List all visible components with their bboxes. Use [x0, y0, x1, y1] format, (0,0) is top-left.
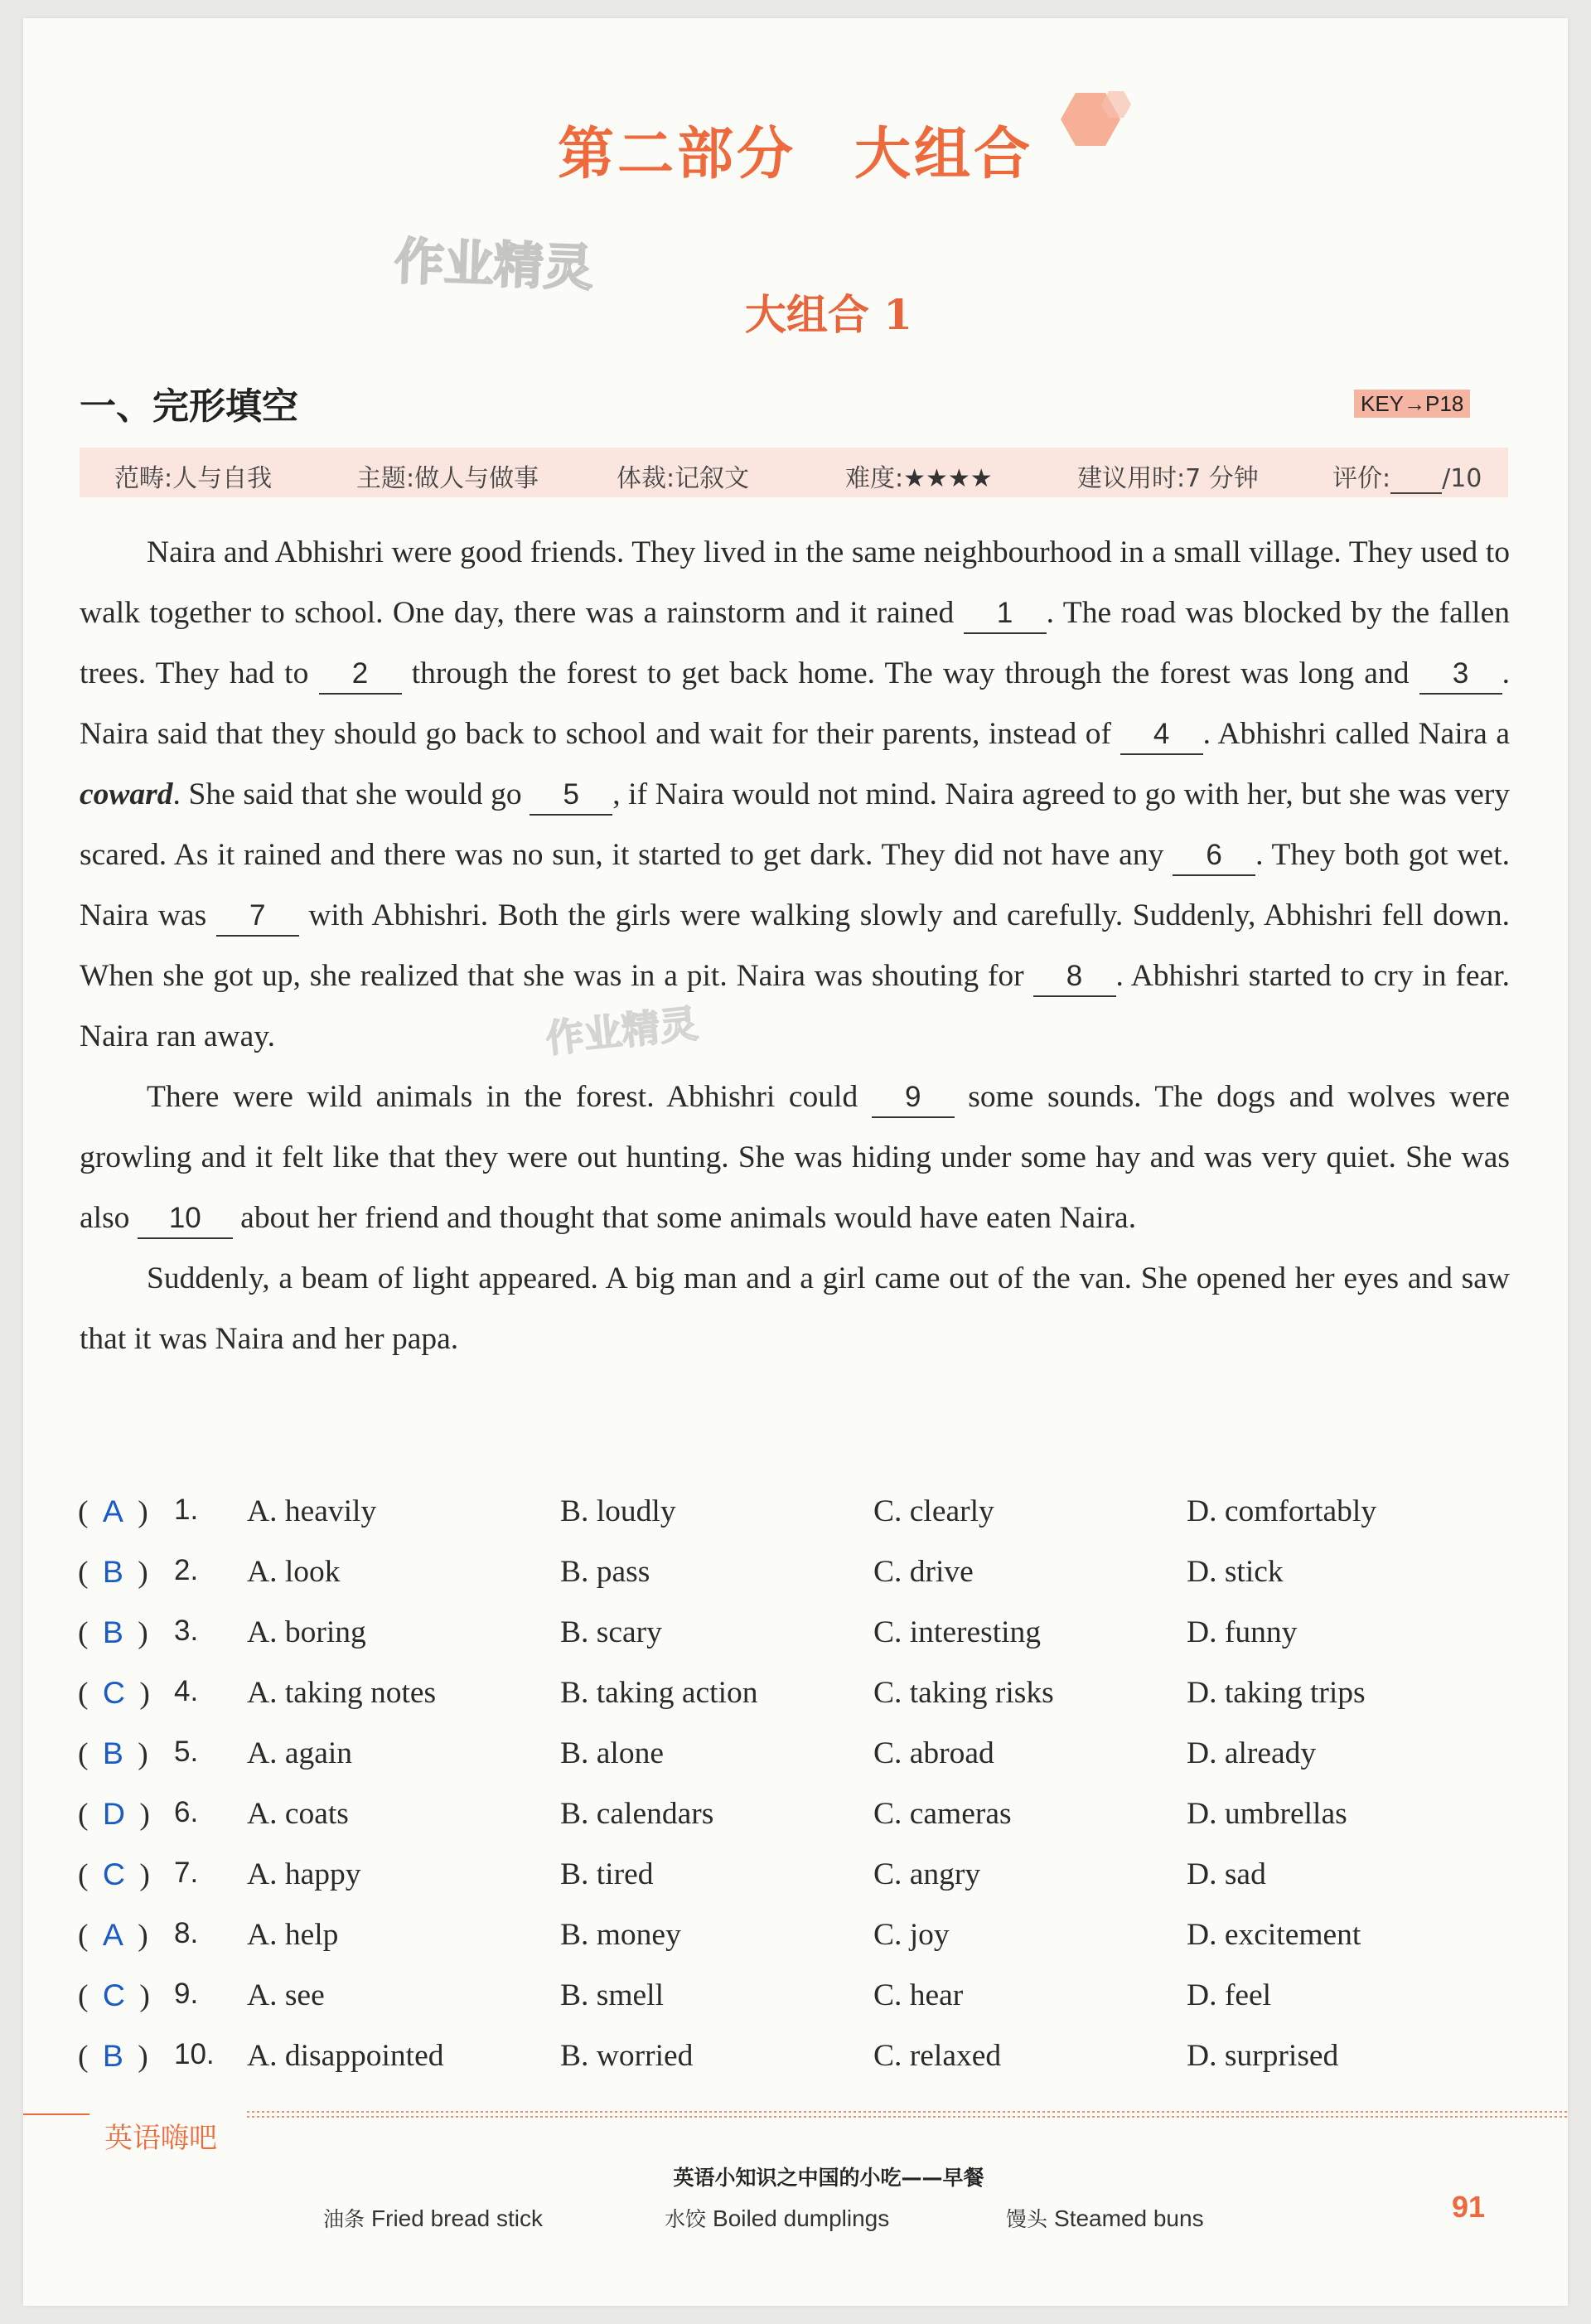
- option-c[interactable]: C. angry: [873, 1857, 981, 1891]
- option-b[interactable]: B. loudly: [560, 1494, 676, 1528]
- question-row: [78, 1971, 1520, 2031]
- info-theme: 主题:做人与做事: [356, 464, 539, 493]
- option-b[interactable]: B. taking action: [560, 1676, 758, 1710]
- food-item: [1006, 2203, 1204, 2233]
- option-c[interactable]: C. clearly: [873, 1494, 994, 1528]
- option-a[interactable]: A. heavily: [247, 1494, 377, 1528]
- question-row: [78, 1789, 1520, 1850]
- food-item: [323, 2203, 543, 2233]
- part-title-name: 大组合: [854, 122, 1034, 187]
- question-row: [78, 2031, 1520, 2092]
- text-run: . Abhishri started to cry in fear. Naira ran away.: [80, 959, 1510, 1053]
- question-number: 5.: [174, 1736, 199, 1768]
- info-rating: [1332, 458, 1482, 494]
- food-zh: 油条: [323, 2207, 365, 2231]
- option-a[interactable]: A. taking notes: [247, 1676, 437, 1710]
- text-run: , if Naira would not mind. Naira agreed to go with her, but she was very scared. As it rained and there was no sun, it started to get dark. They did not have any: [80, 777, 1510, 872]
- option-d[interactable]: D. feel: [1187, 1978, 1272, 2012]
- option-d[interactable]: D. surprised: [1187, 2039, 1339, 2073]
- option-a[interactable]: A. happy: [247, 1857, 361, 1891]
- answer-letter: B: [102, 2038, 127, 2073]
- option-b[interactable]: B. scary: [560, 1615, 662, 1649]
- option-d[interactable]: D. already: [1187, 1736, 1317, 1770]
- option-b[interactable]: B. worried: [560, 2039, 694, 2073]
- textbook-page: [23, 18, 1568, 2306]
- answer-bracket[interactable]: ( C ): [78, 1857, 153, 1892]
- option-a[interactable]: A. again: [247, 1736, 353, 1770]
- info-category: 范畴:人与自我: [114, 464, 273, 493]
- answer-bracket[interactable]: ( B ): [78, 1615, 152, 1650]
- question-number: 4.: [174, 1675, 199, 1707]
- food-zh: 馒头: [1006, 2207, 1048, 2231]
- option-b[interactable]: B. pass: [560, 1555, 650, 1589]
- blank-7[interactable]: 7: [216, 897, 299, 937]
- option-c[interactable]: C. drive: [873, 1555, 974, 1589]
- option-c[interactable]: C. taking risks: [873, 1676, 1054, 1710]
- question-row: [78, 1608, 1520, 1668]
- blank-10[interactable]: 10: [138, 1199, 233, 1239]
- question-row: [78, 1547, 1520, 1608]
- option-d[interactable]: D. sad: [1187, 1857, 1266, 1891]
- text-run: Naira and Abhishri were good friends. They lived in the same neighbourhood in a small village. They used to walk together to school. One day, there was a rainstorm and it rained: [80, 535, 1510, 630]
- answer-bracket[interactable]: ( C ): [78, 1978, 153, 2013]
- food-en: Fried bread stick: [371, 2205, 543, 2231]
- paragraph-1: [80, 522, 1510, 1067]
- footer-label: 英语嗨吧: [104, 2122, 217, 2155]
- blank-5[interactable]: 5: [530, 776, 612, 816]
- answer-letter: C: [102, 1857, 128, 1891]
- option-a[interactable]: A. disappointed: [247, 2039, 444, 2073]
- text-run: . The road was blocked by the fallen trees. They had to: [80, 596, 1510, 690]
- rating-blank[interactable]: [1390, 472, 1442, 494]
- question-number: 8.: [174, 1917, 199, 1949]
- text-run: about her friend and thought that some animals would have eaten Naira.: [232, 1201, 1137, 1235]
- blank-4[interactable]: 4: [1120, 715, 1203, 755]
- option-c[interactable]: C. interesting: [873, 1615, 1042, 1649]
- difficulty-label: 难度:: [845, 464, 904, 493]
- option-c[interactable]: C. joy: [873, 1918, 950, 1952]
- info-difficulty: [845, 458, 993, 494]
- part-title-part: 第二部分: [557, 122, 796, 187]
- option-d[interactable]: D. funny: [1187, 1615, 1298, 1649]
- part-title: [23, 109, 1568, 190]
- option-b[interactable]: B. smell: [560, 1978, 665, 2012]
- question-row: [78, 1668, 1520, 1729]
- option-c[interactable]: C. abroad: [873, 1736, 994, 1770]
- paragraph-3: Suddenly, a beam of light appeared. A big man and a girl came out of the van. She opened her eyes and saw that it was Naira and her papa.: [80, 1261, 1510, 1356]
- text-run: . She said that she would go: [172, 777, 530, 811]
- option-a[interactable]: A. boring: [247, 1615, 366, 1649]
- option-d[interactable]: D. umbrellas: [1187, 1797, 1347, 1831]
- answer-bracket[interactable]: ( B ): [78, 1736, 152, 1771]
- rating-suffix: /10: [1442, 464, 1482, 493]
- text-run: some sounds. The dogs and wolves were growling and it felt like that they were out hunting. She was hiding under some hay and was very quiet. She was also: [80, 1080, 1510, 1235]
- watermark-inline: 作业精灵: [543, 1000, 700, 1062]
- food-item: [665, 2203, 889, 2233]
- answer-key-link[interactable]: KEY→P18: [1354, 390, 1470, 418]
- question-number: 6.: [174, 1796, 199, 1828]
- footer-title: 英语小知识之中国的小吃——早餐: [673, 2166, 984, 2190]
- answer-letter: D: [102, 1796, 128, 1831]
- answer-letter: C: [102, 1978, 128, 2012]
- blank-8[interactable]: 8: [1033, 957, 1116, 997]
- food-zh: 水饺: [665, 2207, 707, 2231]
- info-genre: 体裁:记叙文: [617, 464, 750, 493]
- option-c[interactable]: C. relaxed: [873, 2039, 1002, 2073]
- answer-bracket[interactable]: ( A ): [78, 1917, 152, 1953]
- blank-3[interactable]: 3: [1419, 655, 1502, 695]
- text-run: . Abhishri called Naira a: [1202, 717, 1510, 751]
- answer-letter: B: [102, 1554, 127, 1589]
- text-run: . They both got wet. Naira was: [80, 838, 1510, 932]
- answer-letter: A: [102, 1917, 127, 1952]
- options-list: [78, 1487, 1520, 2092]
- paragraph-2: [80, 1067, 1510, 1248]
- question-row: [78, 1729, 1520, 1789]
- answer-letter: B: [102, 1615, 127, 1649]
- question-number: 10.: [174, 2038, 215, 2070]
- option-b[interactable]: B. tired: [560, 1857, 654, 1891]
- info-bar: [80, 448, 1508, 497]
- answer-bracket[interactable]: ( A ): [78, 1494, 152, 1529]
- answer-bracket[interactable]: ( D ): [78, 1796, 153, 1832]
- option-a[interactable]: A. help: [247, 1918, 339, 1952]
- cloze-passage: [80, 522, 1510, 1369]
- text-run: through the forest to get back home. The way through the forest was long and: [401, 656, 1419, 690]
- blank-6[interactable]: 6: [1173, 836, 1255, 876]
- blank-2[interactable]: 2: [319, 655, 402, 695]
- blank-1[interactable]: 1: [964, 594, 1047, 634]
- watermark: 作业精灵: [393, 232, 594, 298]
- option-c[interactable]: C. hear: [873, 1978, 964, 2012]
- option-a[interactable]: A. coats: [247, 1797, 349, 1831]
- rating-label: 评价:: [1332, 464, 1391, 493]
- question-row: [78, 1910, 1520, 1971]
- text-run: . Naira said that they should go back to school and wait for their parents, instead of: [80, 656, 1510, 751]
- question-row: [78, 1487, 1520, 1547]
- food-en: Boiled dumplings: [713, 2205, 890, 2231]
- option-b[interactable]: B. money: [560, 1918, 681, 1952]
- text-run: There were wild animals in the forest. Abhishri could: [147, 1080, 872, 1114]
- info-time: 建议用时:7 分钟: [1077, 464, 1259, 493]
- answer-letter: C: [102, 1675, 128, 1710]
- question-number: 1.: [174, 1494, 199, 1526]
- emphasized-word: coward: [80, 777, 173, 811]
- question-number: 9.: [174, 1978, 199, 2010]
- option-d[interactable]: D. taking trips: [1187, 1676, 1366, 1710]
- question-number: 3.: [174, 1615, 199, 1647]
- blank-9[interactable]: 9: [872, 1078, 955, 1118]
- answer-bracket[interactable]: ( B ): [78, 1554, 152, 1590]
- section-title: 一、完形填空: [80, 385, 298, 428]
- question-number: 2.: [174, 1554, 199, 1586]
- option-c[interactable]: C. cameras: [873, 1797, 1012, 1831]
- option-b[interactable]: B. calendars: [560, 1797, 714, 1831]
- question-row: [78, 1850, 1520, 1910]
- option-d[interactable]: D. comfortably: [1187, 1494, 1377, 1528]
- option-a[interactable]: A. see: [247, 1978, 325, 2012]
- option-b[interactable]: B. alone: [560, 1736, 664, 1770]
- sub-title: 大组合 1: [744, 290, 913, 339]
- difficulty-stars-icon: ★★★★: [903, 464, 993, 493]
- option-d[interactable]: D. stick: [1187, 1555, 1284, 1589]
- answer-bracket[interactable]: ( B ): [78, 2038, 152, 2074]
- question-number: 7.: [174, 1857, 199, 1889]
- footer-divider: [23, 2109, 1568, 2120]
- option-d[interactable]: D. excitement: [1187, 1918, 1361, 1952]
- page-number: 91: [1452, 2190, 1486, 2224]
- hexagon-decoration-icon: [1026, 78, 1150, 169]
- food-en: Steamed buns: [1054, 2205, 1204, 2231]
- answer-bracket[interactable]: ( C ): [78, 1675, 153, 1711]
- text-run: with Abhishri. Both the girls were walking slowly and carefully. Suddenly, Abhishri fell down. When she got up, she realized that she was in a pit. Naira was shouting for: [80, 898, 1510, 993]
- answer-letter: B: [102, 1736, 127, 1770]
- option-a[interactable]: A. look: [247, 1555, 341, 1589]
- answer-letter: A: [102, 1494, 127, 1528]
